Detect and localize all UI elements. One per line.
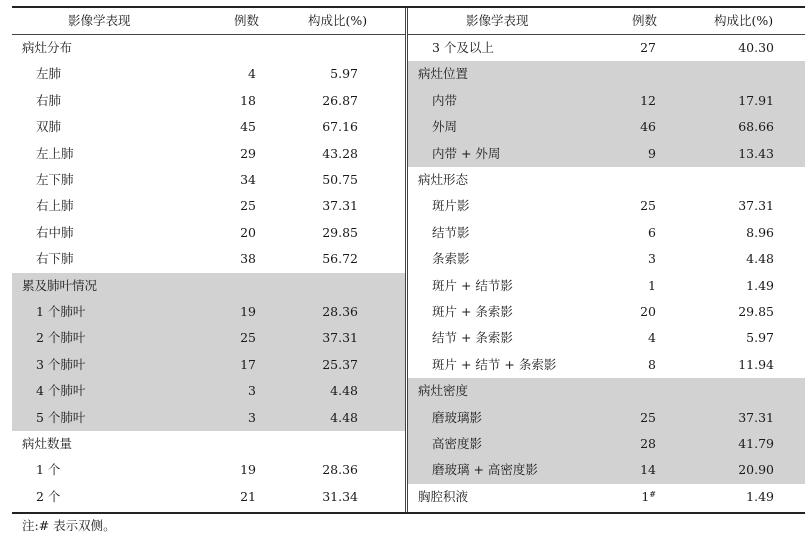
row-label: 右下肺 bbox=[36, 251, 74, 267]
row-ratio: 37.31 bbox=[738, 409, 774, 425]
row-ratio: 37.31 bbox=[322, 198, 358, 214]
row-ratio: 67.16 bbox=[322, 119, 358, 135]
row-count-value: 3 bbox=[248, 409, 256, 425]
header-ratio: 构成比(%) bbox=[308, 13, 368, 28]
table-row bbox=[12, 220, 405, 246]
row-count bbox=[230, 220, 256, 246]
row-ratio bbox=[724, 167, 774, 193]
row-label: 条索影 bbox=[432, 251, 470, 267]
row-count bbox=[230, 141, 256, 167]
row-count-value: 18 bbox=[240, 92, 256, 108]
row-label: 内带 bbox=[432, 92, 458, 108]
row-count-value: 3 bbox=[648, 251, 656, 267]
row-count-value: 25 bbox=[240, 330, 256, 346]
table-left-half bbox=[12, 8, 405, 512]
row-count bbox=[230, 246, 256, 272]
table-row bbox=[408, 431, 805, 457]
table-row bbox=[408, 220, 805, 246]
row-ratio: 37.31 bbox=[322, 330, 358, 346]
table-row bbox=[12, 378, 405, 404]
row-count-value: 14 bbox=[640, 462, 656, 478]
row-count bbox=[626, 193, 656, 219]
row-count bbox=[626, 352, 656, 378]
bilateral-mark: # bbox=[649, 489, 656, 499]
row-ratio: 13.43 bbox=[738, 145, 774, 161]
table-row bbox=[408, 193, 805, 219]
table-row bbox=[12, 35, 405, 61]
row-count-value: 19 bbox=[240, 304, 256, 319]
row-label: 右中肺 bbox=[36, 224, 74, 240]
row-count-value: 8 bbox=[648, 356, 656, 372]
row-count-value: 25 bbox=[640, 409, 656, 425]
row-ratio: 68.66 bbox=[738, 119, 774, 135]
row-count bbox=[626, 220, 656, 246]
row-count-value: 1 bbox=[648, 277, 656, 293]
row-count-value: 20 bbox=[640, 304, 656, 319]
table-row bbox=[12, 61, 405, 87]
row-count bbox=[230, 457, 256, 483]
row-label: 3 个及以上 bbox=[432, 40, 494, 55]
row-count-value: 27 bbox=[640, 40, 656, 55]
row-count bbox=[626, 246, 656, 272]
table-footnote: 注:# 表示双侧。 bbox=[22, 518, 116, 533]
row-count bbox=[626, 35, 656, 61]
table-row bbox=[12, 299, 405, 325]
row-count-value: 19 bbox=[240, 462, 256, 478]
row-count bbox=[230, 484, 256, 510]
row-ratio: 26.87 bbox=[322, 92, 358, 108]
table-row bbox=[12, 88, 405, 114]
row-label: 内带 + 外周 bbox=[432, 145, 501, 161]
row-count-value: 25 bbox=[640, 198, 656, 214]
table-row bbox=[408, 405, 805, 431]
row-ratio: 31.34 bbox=[322, 488, 358, 504]
table-row bbox=[408, 35, 805, 61]
row-group-label: 病灶密度 bbox=[418, 383, 469, 399]
row-ratio: 11.94 bbox=[738, 356, 774, 372]
row-count bbox=[230, 325, 256, 351]
row-label: 结节 + 条索影 bbox=[432, 330, 513, 346]
row-ratio: 43.28 bbox=[322, 145, 358, 161]
row-group-label: 病灶形态 bbox=[418, 172, 469, 187]
table-row bbox=[12, 273, 405, 299]
table-row bbox=[12, 167, 405, 193]
row-count-value: 6 bbox=[648, 224, 656, 240]
row-label: 双肺 bbox=[36, 119, 62, 135]
row-ratio bbox=[308, 273, 358, 299]
row-count bbox=[626, 378, 656, 404]
row-ratio: 41.79 bbox=[738, 436, 774, 451]
header-feature: 影像学表现 bbox=[466, 13, 529, 28]
row-count bbox=[230, 35, 256, 61]
row-label: 斑片 + 结节影 bbox=[432, 277, 513, 293]
row-label: 斑片影 bbox=[432, 198, 470, 214]
row-ratio: 4.48 bbox=[746, 251, 774, 267]
table-row bbox=[408, 325, 805, 351]
row-label: 右上肺 bbox=[36, 198, 74, 214]
row-count-value: 25 bbox=[240, 198, 256, 214]
row-label: 2 个肺叶 bbox=[36, 330, 86, 346]
row-ratio: 5.97 bbox=[746, 330, 774, 346]
table-row bbox=[12, 352, 405, 378]
row-count-value: 21 bbox=[240, 488, 256, 504]
row-label: 右肺 bbox=[36, 92, 62, 108]
row-count bbox=[230, 114, 256, 140]
table-row bbox=[408, 246, 805, 272]
row-count bbox=[230, 273, 256, 299]
row-ratio: 4.48 bbox=[330, 409, 358, 425]
row-ratio: 1.49 bbox=[746, 488, 774, 504]
row-count bbox=[230, 193, 256, 219]
row-label: 左肺 bbox=[36, 66, 62, 82]
row-ratio: 8.96 bbox=[746, 224, 774, 240]
row-ratio: 4.48 bbox=[330, 383, 358, 399]
row-count bbox=[626, 61, 656, 87]
row-label: 磨玻璃影 bbox=[432, 409, 483, 425]
row-label: 左下肺 bbox=[36, 172, 74, 187]
row-ratio bbox=[724, 61, 774, 87]
row-count bbox=[626, 325, 656, 351]
row-count-value: 3 bbox=[248, 383, 256, 399]
row-count bbox=[230, 61, 256, 87]
row-ratio: 28.36 bbox=[322, 462, 358, 478]
row-label: 2 个 bbox=[36, 488, 61, 504]
row-count bbox=[230, 352, 256, 378]
table-row bbox=[408, 352, 805, 378]
row-group-label: 病灶位置 bbox=[418, 66, 469, 82]
table-row bbox=[12, 405, 405, 431]
row-label: 结节影 bbox=[432, 224, 470, 240]
row-group-label: 胸腔积液 bbox=[418, 488, 469, 504]
row-count-value: 17 bbox=[240, 356, 256, 372]
table-row bbox=[12, 325, 405, 351]
row-count-value: 12 bbox=[640, 92, 656, 108]
table-row bbox=[408, 114, 805, 140]
table-row bbox=[408, 61, 805, 87]
row-count bbox=[230, 167, 256, 193]
row-ratio: 1.49 bbox=[746, 277, 774, 293]
row-count-value: 28 bbox=[640, 436, 656, 451]
row-count-value: 20 bbox=[240, 224, 256, 240]
table-row bbox=[12, 484, 405, 510]
row-ratio: 50.75 bbox=[322, 172, 358, 187]
header-feature: 影像学表现 bbox=[68, 13, 131, 28]
row-count-value: 46 bbox=[640, 119, 656, 135]
row-count bbox=[626, 141, 656, 167]
row-count bbox=[230, 378, 256, 404]
row-label: 斑片 + 结节 + 条索影 bbox=[432, 356, 557, 372]
row-count bbox=[626, 273, 656, 299]
row-count-value: 38 bbox=[240, 251, 256, 267]
row-label: 左上肺 bbox=[36, 145, 74, 161]
row-count-value: 1 bbox=[641, 488, 650, 504]
row-group-label: 病灶数量 bbox=[22, 436, 73, 451]
row-group-label: 病灶分布 bbox=[22, 40, 73, 55]
row-label: 1 个肺叶 bbox=[36, 304, 86, 319]
row-ratio: 28.36 bbox=[322, 304, 358, 319]
table-header-right bbox=[408, 8, 805, 35]
row-ratio: 56.72 bbox=[322, 251, 358, 267]
row-label: 5 个肺叶 bbox=[36, 409, 86, 425]
table-row bbox=[408, 88, 805, 114]
imaging-table bbox=[12, 6, 805, 514]
row-count bbox=[626, 431, 656, 457]
row-label: 3 个肺叶 bbox=[36, 356, 86, 372]
row-count-value: 4 bbox=[248, 66, 256, 82]
row-ratio: 25.37 bbox=[322, 356, 358, 372]
row-count bbox=[230, 299, 256, 325]
table-row bbox=[408, 299, 805, 325]
row-count bbox=[230, 405, 256, 431]
row-ratio: 40.30 bbox=[738, 40, 774, 55]
row-count bbox=[230, 431, 256, 457]
row-count-value: 4 bbox=[648, 330, 656, 346]
row-count-value: 34 bbox=[240, 172, 256, 187]
row-ratio bbox=[724, 378, 774, 404]
row-label: 1 个 bbox=[36, 462, 61, 478]
row-group-label: 累及肺叶情况 bbox=[22, 277, 98, 293]
row-count-value: 29 bbox=[240, 145, 256, 161]
table-row bbox=[408, 378, 805, 404]
table-row bbox=[12, 193, 405, 219]
row-count bbox=[230, 88, 256, 114]
table-row bbox=[408, 167, 805, 193]
row-count bbox=[626, 484, 656, 510]
row-label: 外周 bbox=[432, 119, 458, 135]
row-count bbox=[626, 167, 656, 193]
row-label: 斑片 + 条索影 bbox=[432, 304, 513, 319]
table-row bbox=[12, 141, 405, 167]
table-right-half bbox=[408, 8, 805, 512]
row-count bbox=[626, 88, 656, 114]
row-count bbox=[626, 405, 656, 431]
row-ratio: 29.85 bbox=[322, 224, 358, 240]
table-row bbox=[12, 114, 405, 140]
table-row bbox=[408, 457, 805, 483]
row-ratio: 29.85 bbox=[738, 304, 774, 319]
header-count: 例数 bbox=[234, 13, 260, 28]
row-count bbox=[626, 457, 656, 483]
header-count: 例数 bbox=[632, 13, 658, 28]
row-ratio bbox=[308, 35, 358, 61]
row-ratio: 20.90 bbox=[738, 462, 774, 478]
table-row bbox=[408, 484, 805, 510]
row-ratio bbox=[308, 431, 358, 457]
table-row bbox=[408, 141, 805, 167]
row-label: 磨玻璃 + 高密度影 bbox=[432, 462, 538, 478]
table-header-left bbox=[12, 8, 405, 35]
row-count bbox=[626, 114, 656, 140]
row-count-value: 45 bbox=[240, 119, 256, 135]
table-row bbox=[12, 246, 405, 272]
table-row bbox=[12, 431, 405, 457]
table-row bbox=[408, 273, 805, 299]
row-ratio: 5.97 bbox=[330, 66, 358, 82]
row-ratio: 17.91 bbox=[738, 92, 774, 108]
header-ratio: 构成比(%) bbox=[714, 13, 774, 28]
row-count-value: 9 bbox=[648, 145, 656, 161]
row-count bbox=[626, 299, 656, 325]
table-row bbox=[12, 457, 405, 483]
row-ratio: 37.31 bbox=[738, 198, 774, 214]
row-label: 4 个肺叶 bbox=[36, 383, 86, 399]
row-label: 高密度影 bbox=[432, 436, 483, 451]
